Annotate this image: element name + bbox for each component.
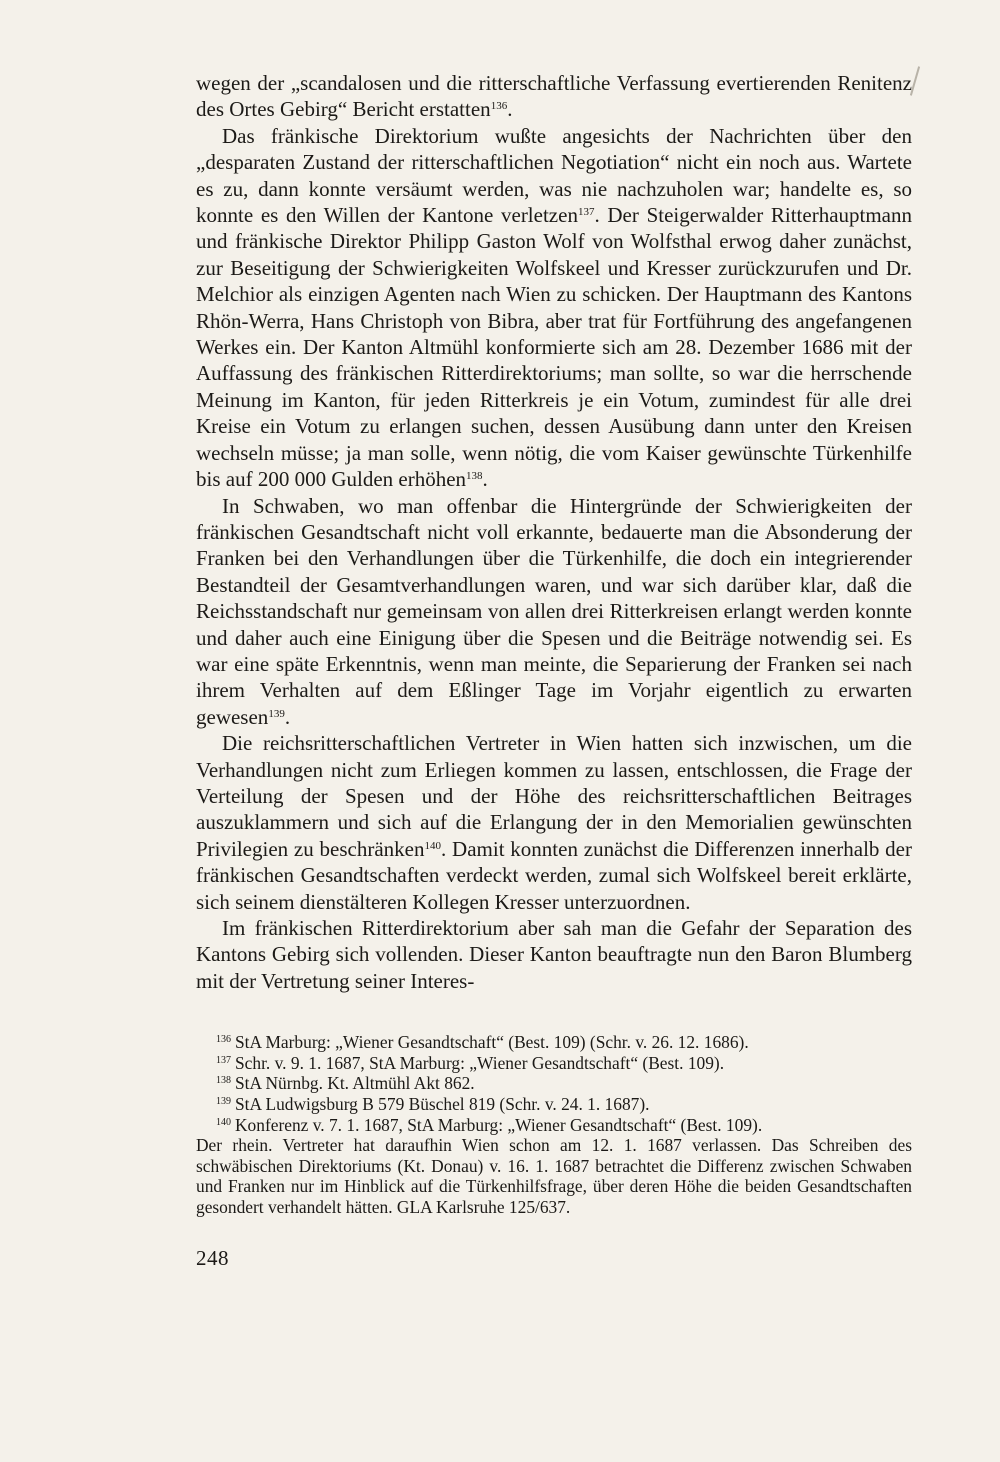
paragraph-3: In Schwaben, wo man offenbar die Hintergründe der Schwierigkeiten der fränkischen Gesandtschaft nicht voll erkannte, bedauerte man die Absonderung der Franken bei den Verhandlungen über die Türkenhilfe, die doch ein integrierender Bestandteil der Gesamtverhandlungen waren, und war sich darüber klar, daß die Reichsstandschaft nur gemeinsam von allen drei Ritterkreisen erlangt werden konnte und daher auch eine Einigung über die Spesen und die Beiträge notwendig sei. Es war eine späte Erkenntnis, wenn man meinte, die Separierung der Franken sei nach ihrem Verhalten auf dem Eßlinger Tage im Vorjahr eigentlich zu erwarten gewesen$^{139}$. [196,493,912,729]
footnote-139: $^{139}$ StA Ludwigsburg B 579 Büschel 819 (Schr. v. 24. 1. 1687). [216,1094,650,1114]
paragraph-1: wegen der „scandalosen und die ritterschaftliche Verfassung evertierenden Renitenz des Ortes Gebirg“ Bericht erstatten$^{136}$. [196,71,912,122]
page-content [196,70,912,1271]
paragraph-5: Im fränkischen Ritterdirektorium aber sah man die Gefahr der Separation des Kantons Gebirg sich vollenden. Dieser Kanton beauftragte nun den Baron Blumberg mit der Vertretung seiner Interes- [196,916,912,993]
footnote-ref-139[interactable]: 139 [268,707,285,720]
page-number: 248 [196,1245,229,1270]
footnote-ref-138[interactable]: 138 [466,470,483,483]
footnote-138: $^{138}$ StA Nürnbg. Kt. Altmühl Akt 862. [216,1073,475,1094]
paragraph-2: Das fränkische Direktorium wußte angesichts der Nachrichten über den „desparaten Zustand der ritterschaftlichen Negotiation“ nicht ein noch aus. Wartete es zu, dann konnte versäumt werden, was nie nachzuholen war; handelte es, so konnte es den Willen der Kantone verletzen$^{137}$. Der Steigerwalder Ritterhauptmann und fränkische Direktor Philipp Gaston Wolf von Wolfsthal erwog daher zunächst, zur Beseitigung der Schwierigkeiten Wolfskeel und Kresser zurückzurufen und Dr. Melchior als einzigen Agenten nach Wien zu schicken. Der Hauptmann des Kantons Rhön-Werra, Hans Christoph von Bibra, aber trat für Fortführung des angefangenen Werkes ein. Der Kanton Altmühl konformierte sich am 28. Dezember 1686 mit der Auffassung des fränkischen Ritterdirektoriums; man sollte, so war die herrschende Meinung im Kanton, für jeden Ritterkreis je ein Votum, zumindest für alle drei Kreise ein Votum zu erlangen suchen, dessen Ausübung dann unter den Kreisen wechseln müsse; ja man solle, wenn nötig, die vom Kaiser gewünschte Türkenhilfe bis auf 200 000 Gulden erhöhen$^{138}$. [196,123,913,492]
footnote-140: $^{140}$ Konferenz v. 7. 1. 1687, StA Marburg: „Wiener Gesandtschaft“ (Best. 109). [216,1114,763,1135]
footnote-137: $^{137}$ Schr. v. 9. 1. 1687, StA Marburg: „Wiener Gesandtschaft“ (Best. 109). [216,1052,725,1073]
footnote-ref-136[interactable]: 136 [490,100,508,113]
footnote-ref-137[interactable]: 137 [577,206,595,219]
main-text [196,70,912,994]
footnote-136: $^{136}$ StA Marburg: „Wiener Gesandtschaft“ (Best. 109) (Schr. v. 26. 12. 1686). [216,1032,749,1053]
paragraph-4: Die reichsritterschaftlichen Vertreter in Wien hatten sich inzwischen, um die Verhandlungen nicht zum Erliegen kommen zu lassen, entschlossen, die Frage der Verteilung der Spesen und der Höhe des reichsritterschaftlichen Beitrages auszuklammern und sich auf die Erlangung der in den Memorialien gewünschten Privilegien zu beschränken$^{140}$. Damit konnten zunächst die Differenzen innerhalb der fränkischen Gesandtschaften verdeckt werden, zumal sich Wolfskeel bereit erklärte, sich seinem dienstälteren Kollegen Kresser unterzuordnen. [196,731,913,914]
footnote-140-continuation: Der rhein. Vertreter hat daraufhin Wien schon am 12. 1. 1687 verlassen. Das Schreiben des schwäbischen Direktoriums (Kt. Donau) v. 16. 1. 1687 betrachtet die Differenz zwischen Schwaben und Franken nur im Hinblick auf die Türkenhilfsfrage, über deren Höhe die beiden Gesandtschaften gesondert verhandelt hätten. GLA Karlsruhe 125/637. [196,1135,912,1217]
footnotes [196,1032,912,1217]
footnote-ref-140[interactable]: 140 [424,839,441,852]
